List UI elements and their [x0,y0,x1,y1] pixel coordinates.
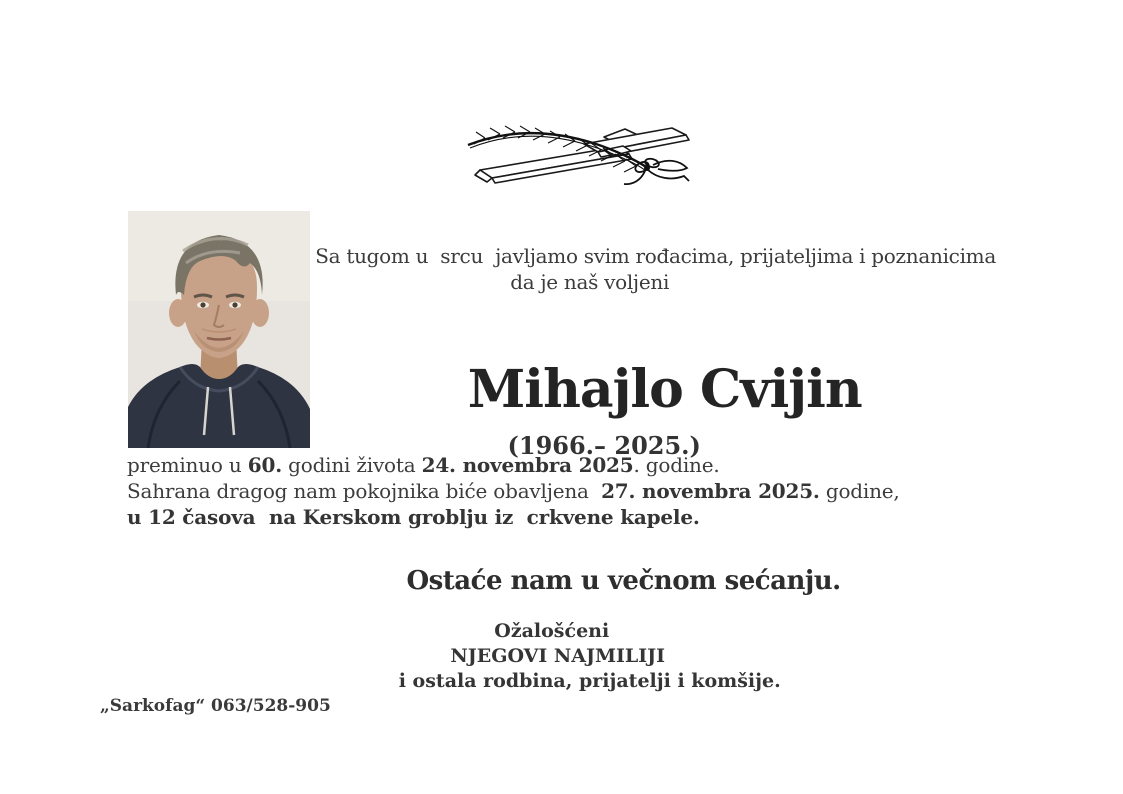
funeral-details-line: u 12 časova na Kerskom groblju iz crkvene kapele. [127,505,700,529]
palm-cross-icon [455,118,705,203]
mourners-line-2-text: NJEGOVI NAJMILIJI [450,645,666,667]
death-date-line [127,452,720,478]
death-line-age: 60. [247,453,282,477]
mourners-line-3-text: i ostala rodbina, prijatelji i komšije. [398,670,781,692]
deceased-name: Mihajlo Cvijin [467,359,862,420]
remembrance-text: Ostaće nam u večnom sećanju. [406,566,841,596]
funeral-line-date: 27. novembra 2025. [601,479,820,503]
funeral-home-contact: „Sarkofag“ 063/528-905 [100,696,331,716]
intro-line-1-text: Sa tugom u srcu javljamo svim rođacima, prijateljima i poznanicima [315,244,996,268]
death-line-pre: preminuo u [127,453,248,477]
funeral-line-pre: Sahrana dragog nam pokojnika biće obavljena [127,479,602,503]
death-line-post: . godine. [633,453,720,477]
death-line-date: 24. novembra 2025 [421,453,634,477]
death-line-mid: godini života [281,453,422,477]
funeral-line [127,478,900,504]
years-lived: (1966.– 2025.) [507,431,701,460]
funeral-line-post: godine, [819,479,900,503]
intro-line-2-text: da je naš voljeni [510,270,670,294]
mourners-line-1-text: Ožalošćeni [494,620,610,642]
